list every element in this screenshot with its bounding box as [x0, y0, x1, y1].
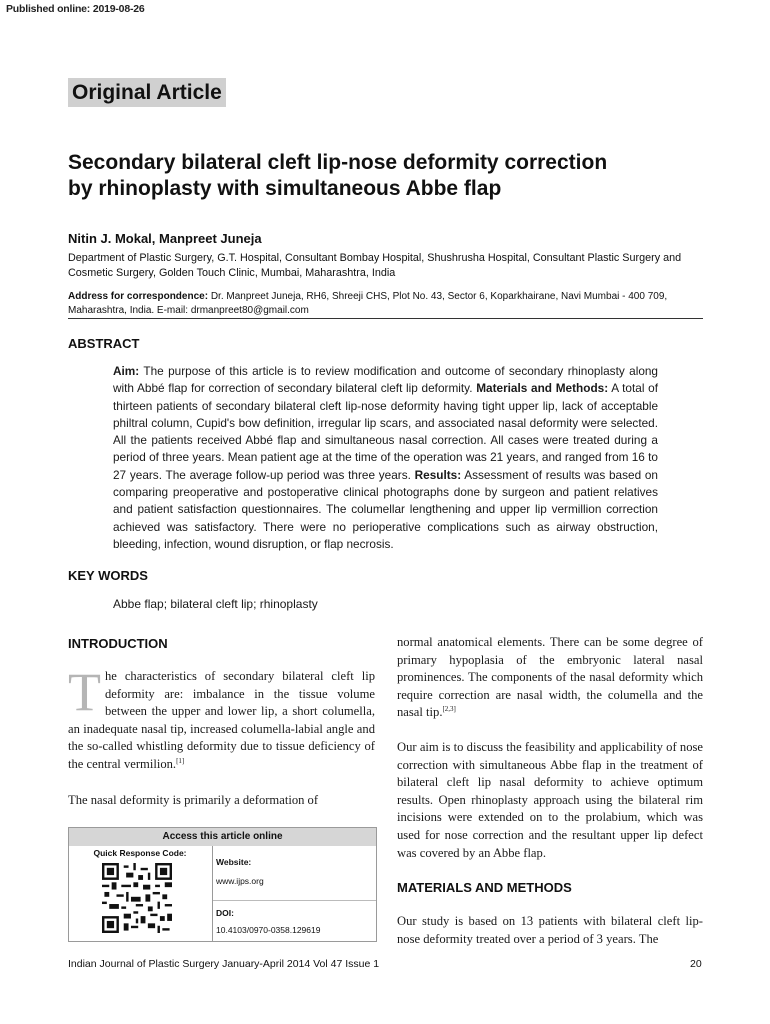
footer-page-number: 20 [690, 958, 702, 970]
article-title [68, 150, 708, 202]
doi-label: DOI: [216, 908, 234, 918]
keywords-heading: KEY WORDS [68, 568, 148, 583]
intro-paragraph-2: The nasal deformity is primarily a deformation of [68, 793, 319, 807]
box-divider [212, 846, 213, 941]
access-article-box [68, 827, 377, 942]
affiliation: Department of Plastic Surgery, G.T. Hospital, Consultant Bombay Hospital, Shushrusha Hospital, Consultant Plastic Surgery and Cosmetic Surgery, Golden Touch Clinic, Mumbai, Maharashtra, India [68, 252, 682, 279]
website-label: Website: [216, 857, 252, 867]
dropcap-letter: T [68, 662, 101, 722]
qr-code-icon[interactable] [102, 863, 172, 933]
intro-p3-text: normal anatomical elements. There can be some degree of primary hypoplasia of the embryonic lateral nasal prominences. The components of the nasal deformity which require correction are nasal width, the columella and the nasal tip. [397, 635, 703, 720]
introduction-heading: INTRODUCTION [68, 636, 168, 651]
correspondence-text: Dr. Manpreet Juneja, RH6, Shreeji CHS, Plot No. 43, Sector 6, Koparkhairane, Navi Mumbai - 400 709, Maharashtra, India. E-mail: drmanpreet80@gmail.com [68, 291, 668, 316]
abstract-body [113, 363, 658, 553]
box-separator [213, 900, 376, 901]
article-type-label: Original Article [68, 78, 226, 107]
results-label: Results: [414, 467, 462, 482]
ref-1[interactable]: [1] [176, 756, 185, 765]
intro-p1-text: he characteristics of secondary bilateral cleft lip deformity are: imbalance in the tissue volume between the upper and lower lip, a short columella, an inadequate nasal tip, increased columella-labial angle and the so-called whistling deformity due to tissue deficiency of the central vermilion. [68, 669, 375, 771]
qr-label: Quick Response Code: [93, 848, 187, 858]
keywords-text: Abbe flap; bilateral cleft lip; rhinoplasty [113, 597, 318, 611]
doi-link[interactable]: 10.4103/0970-0358.129619 [216, 925, 321, 935]
results-text: Assessment of results was based on comparing preoperative and postoperative clinical photographs done by surgeon and patient relatives and patient satisfaction questionnaires. The columellar lengthening and upper lip vermillion correction achieved was satisfactory. There were no perioperative complications such as airway obstruction, bleeding, infection, wound disruption, or flap necrosis. [113, 467, 658, 551]
materials-paragraph-1: Our study is based on 13 patients with bilateral cleft lip-nose deformity treated over a period of 3 years. The [397, 914, 703, 946]
methods-text: A total of thirteen patients of secondary bilateral cleft lip-nose deformity having tight upper lip, lack of acceptable philtral column, Cupid's bow definition, irregular lip scars, and associated nasal deformity were selected. All the patients received Abbé flap and simultaneous nasal correction. All cases were treated during a period of three years. Mean patient age at the time of the operation was 21 years, and ranged from 16 to 27 years. The average follow-up period was three years. [113, 381, 658, 482]
aim-text: The purpose of this article is to review modification and outcome of secondary rhinoplasty along with Abbé flap for correction of secondary bilateral cleft lip deformity. [113, 364, 658, 396]
ref-2-3[interactable]: [2,3] [442, 705, 456, 714]
methods-label: Materials and Methods: [476, 381, 609, 396]
aim-label: Aim: [113, 364, 140, 378]
access-box-title: Access this article online [69, 828, 376, 846]
intro-paragraph-1 [68, 662, 375, 774]
intro-paragraph-4: Our aim is to discuss the feasibility and applicability of nose correction with simultaneous Abbe flap in the treatment of bilateral cleft lip nasal deformity to achieve optimum results. Open rhinoplasty approach using the bilateral rim incisions were extended on to the prolabium, which was used for nose correction and the resultant upper lip defect was covered by an Abbe flap. [397, 740, 703, 860]
intro-paragraph-3 [397, 634, 703, 722]
correspondence-label: Address for correspondence: [68, 291, 209, 302]
abstract-heading: ABSTRACT [68, 336, 140, 351]
footer-journal: Indian Journal of Plastic Surgery January-April 2014 Vol 47 Issue 1 [68, 958, 380, 970]
materials-methods-heading: MATERIALS AND METHODS [397, 880, 572, 895]
title-line-2: by rhinoplasty with simultaneous Abbe flap [68, 177, 502, 200]
authors: Nitin J. Mokal, Manpreet Juneja [68, 231, 262, 246]
published-date: Published online: 2019-08-26 [6, 3, 145, 15]
website-link[interactable]: www.ijps.org [216, 876, 264, 886]
correspondence [68, 290, 708, 317]
header-divider [68, 318, 703, 319]
title-line-1: Secondary bilateral cleft lip-nose deformity correction [68, 151, 608, 174]
